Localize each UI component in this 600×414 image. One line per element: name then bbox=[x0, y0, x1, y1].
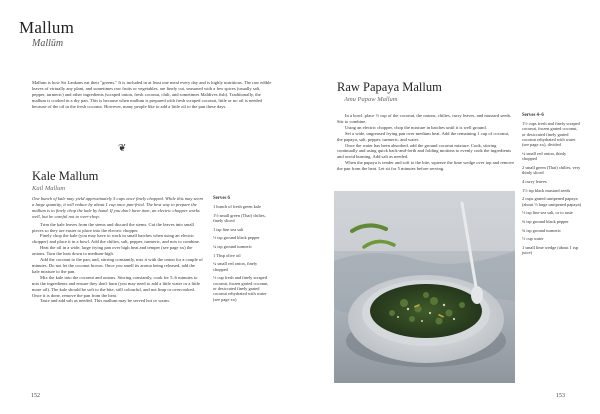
kale-method-step: Trim the kale leaves from the stems and discard the stems. Cut the leaves into small pieces so they are easier to place into the electric chopper. bbox=[32, 221, 194, 233]
kale-recipe-title: Kale Mallum bbox=[32, 169, 99, 183]
kale-method-step: Heat the oil in a wide, large frying pan over high heat and temper (see page xx) the onions. Turn the heat down to medium-high. bbox=[32, 245, 193, 257]
page-number-left: 152 bbox=[31, 393, 40, 399]
ingredient-item: ¼ small red onion, finely chopped bbox=[213, 261, 258, 272]
ingredient-item: ¼ small red onion, thinly chopped bbox=[522, 150, 567, 162]
kale-method-intro: One bunch of kale may yield approximately 5 cups once finely chopped. While this may seem a large quantity, it will reduce by about 1 cup once pan-fried. The best way to prepare the mallum is to finely chop the kale by hand. If you don't have time, an electric chopper works well, but be careful not to over-chop. bbox=[32, 196, 203, 219]
food-photo bbox=[334, 191, 515, 383]
papaya-method-step: Once the water has been absorbed, add the ground coconut mixture. Cook, stirring continually and using quick back-and-forth and folding motions to evenly cook the ingredients and avoid burning. Add salt as needed. bbox=[337, 142, 512, 160]
ingredient-item: 1 small lime wedge (about 1 tsp juice) bbox=[522, 244, 579, 256]
papaya-ingredients bbox=[522, 113, 582, 259]
kale-serves: Serves 6 bbox=[213, 196, 230, 201]
ingredient-item: ¾ tsp ground turmeric bbox=[522, 227, 562, 233]
ingredient-item: 1 tsp fine sea salt bbox=[213, 226, 244, 232]
kale-method-step: Taste and add salt as needed. This mallum may be served hot or warm. bbox=[40, 298, 170, 304]
ingredient-item: ½ tsp ground black pepper bbox=[213, 235, 260, 241]
ingredient-item: 1 bunch of fresh green kale bbox=[213, 204, 261, 209]
papaya-method-step: Set a wide, ungreased frying pan over medium heat. Add the remaining 1 cup of coconut, the papaya, salt, pepper, turmeric, and water. bbox=[337, 130, 510, 142]
flourish-ornament: ❦ bbox=[118, 143, 127, 154]
kale-method-step: Add the coconut to the pan, and, stirring constantly, mix it with the onion for a couple of minutes. Do not let the coconut brown. Once you smell its aroma being released, add the kale mixture to the pan. bbox=[32, 257, 203, 274]
ingredient-item: 1½ tsp black mustard seeds bbox=[522, 187, 571, 193]
kale-ingredients bbox=[213, 196, 269, 305]
kale-method bbox=[32, 196, 203, 304]
kale-method-step: Mix the kale into the coconut and onions. Stirring constantly, cook for 5–6 minutes to mix the ingredients and ensure they don't burn (you may need to add a little water or a little more oil). The kale should be soft to the bite, still colourful, and not limp or overcooked. Once it is done, remove the pan from the heat. bbox=[32, 274, 200, 298]
papaya-method-step: In a bowl, place ½ cup of the coconut, the onions, chilies, curry leaves, and mustard seeds. Stir to combine. bbox=[337, 113, 512, 124]
ingredient-item: ¾ tsp ground black pepper bbox=[522, 218, 569, 224]
chapter-title: Mallum bbox=[19, 18, 75, 37]
kale-recipe-subtitle: Kail Mallum bbox=[32, 185, 66, 192]
papaya-serves: Serves 4–6 bbox=[522, 113, 544, 118]
papaya-method-step: Using an electric chopper, chop the mixture in batches until it is well ground. bbox=[345, 124, 487, 130]
ingredient-item: 2 small green (Thai) chilies, very thinly sliced bbox=[522, 164, 581, 176]
papaya-method-step: When the papaya is tender and soft to the bite, squeeze the lime wedge over top and remove the pan from the heat. Let sit for 5 minutes before serving. bbox=[337, 160, 515, 172]
papaya-recipe-title: Raw Papaya Mallum bbox=[337, 80, 442, 94]
ingredient-item: ½ cup water bbox=[522, 236, 544, 242]
page-number-right: 153 bbox=[556, 393, 565, 399]
ingredient-item: ¼ tsp ground turmeric bbox=[213, 244, 253, 250]
ingredient-item: 1 Tbsp olive oil bbox=[213, 252, 241, 258]
ingredient-item: 1½ cups fresh and finely scraped coconut, frozen grated coconut, or desiccated finely grated coconut rehydrated with water (see page xx), divided bbox=[522, 121, 580, 148]
intro-paragraph: Mallum is how Sri Lankans eat their "greens." It is included in at least one meal every day and is highly nutritious. The raw edible leaves of virtually any plant, and sometimes raw fruits or vegetables, are finely cut, seasoned with a few spices (usually salt, pepper, turmeric) and other ingredients (scraped onion, fresh coconut, chili, and sometimes Maldives fish). Traditionally, the mallum is cooked in a dry pan. This is because when mallum is prepared with fresh scraped coconut, little or no oil is needed because of the oil in the fresh coconut. However, many people like to add a little oil to the pan these days. bbox=[32, 80, 272, 110]
ingredient-item: ½ tsp fine sea salt, or to taste bbox=[522, 210, 573, 216]
ingredient-item: 4 curry leaves bbox=[522, 178, 547, 184]
right-page bbox=[300, 0, 600, 414]
papaya-method bbox=[337, 113, 515, 172]
ingredient-item: ½ cup fresh and finely scraped coconut, frozen grated coconut, or desiccated finely grated coconut rehydrated with water (see page xx) bbox=[213, 275, 269, 302]
ingredient-item: 2 cups grated unripened papaya (about ½ large unripened papaya) bbox=[522, 196, 582, 207]
chapter-subtitle: Mallūm bbox=[32, 38, 64, 49]
papaya-recipe-subtitle: Amu Papaw Mallum bbox=[344, 96, 398, 103]
kale-bowl-illustration bbox=[334, 191, 515, 383]
kale-method-step: Finely chop the kale (you may have to work in small batches when using an electric chopper) and place it in a bowl. Add the chilies, salt, pepper, turmeric, and mix to combine. bbox=[32, 233, 200, 245]
intro-text bbox=[32, 80, 272, 110]
ingredient-item: 1½ small green (Thai) chilies, finely sliced bbox=[213, 212, 266, 223]
